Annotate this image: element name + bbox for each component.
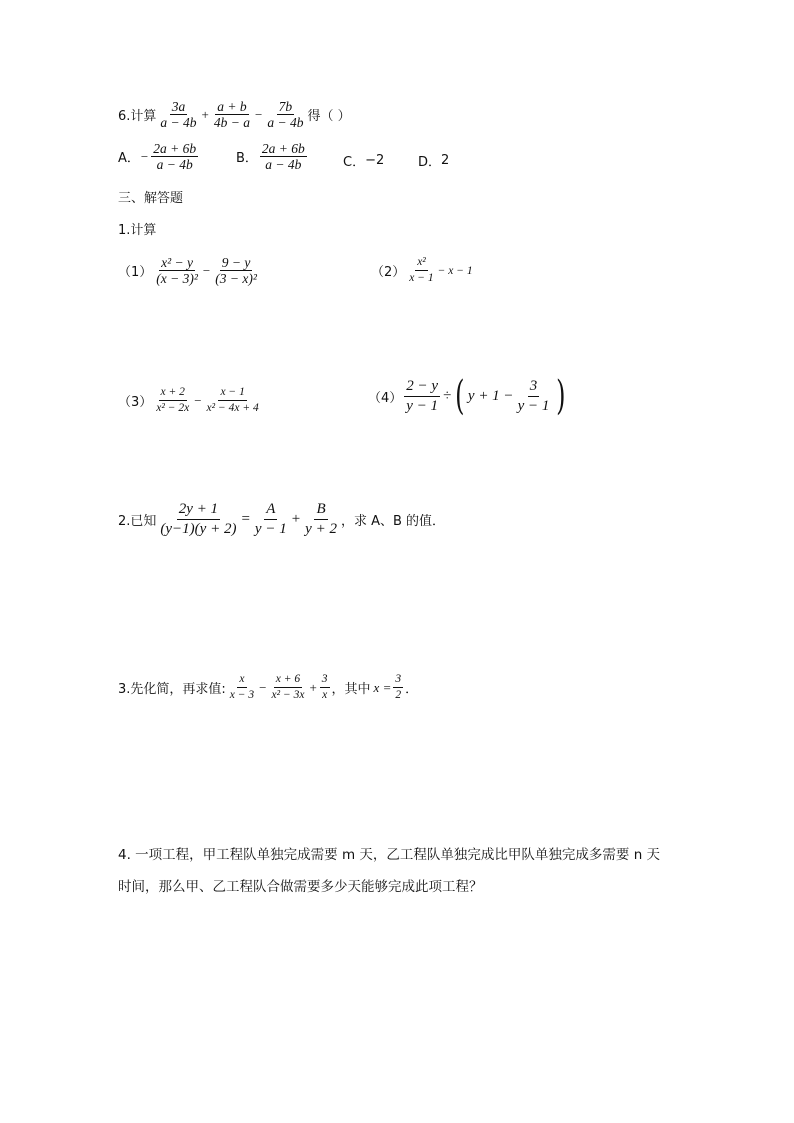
p2-lhs-frac: $\frac{2y + 1}{(y-1)(y + 2)}$ <box>160 501 237 537</box>
p3-frac-b: $\frac{x + 6}{\text{x² − 3x}}$ <box>271 673 305 701</box>
q6-option-a: A． − $\frac{2a + 6b}{a - 4b}$ <box>118 141 197 172</box>
p1-s1-frac-b: $\frac{9 - y}{\text{(3 − x)²}}$ <box>215 255 257 286</box>
p1-s3-frac-a: $\frac{x + 2}{\text{x² − 2x}}$ <box>156 386 190 414</box>
problem-1-part-1: （1） $\frac{\text{x² − y}}{\text{(x − 3)²}}$ − $\frac{9 - y}{\text{(3 − x)²}}$ <box>118 255 257 286</box>
p3-frac-a: $\frac{x}{x - 3}$ <box>229 673 255 701</box>
q6-term3: $\frac{7b}{a - 4b}$ <box>267 99 304 130</box>
p1-s3-frac-b: $\frac{x - 1}{\text{x² − 4x + 4}}$ <box>206 386 259 414</box>
problem-1-part-4: （4） $\frac{2 - y}{y - 1}$ ÷ ( y + 1 − $\frac{3}{y - 1}$ ) <box>368 373 566 419</box>
p3-value-frac: $\frac{3}{2}$ <box>395 673 402 701</box>
problem-2: 2.已知 $\frac{2y + 1}{(y-1)(y + 2)}$ = $\frac{A}{y - 1}$ + $\frac{B}{y + 2}$ ，求 A、B 的值． <box>118 501 446 537</box>
p1-s4-frac-b: $\frac{3}{y - 1}$ <box>517 377 550 414</box>
q6-option-c: C． −2 <box>343 153 385 170</box>
q6-option-a-fraction: $\frac{2a + 6b}{a - 4b}$ <box>153 141 197 172</box>
q6-term1: $\frac{3a}{a - 4b}$ <box>160 99 197 130</box>
section-3-title: 三、解答题 <box>118 191 184 206</box>
question-6: 6.计算 $\frac{3a}{a - 4b}$ + $\frac{a + b}{4b - a}$ − $\frac{7b}{a - 4b}$ 得（ ） <box>118 99 351 130</box>
q6-option-b: B． $\frac{2a + 6b}{a - 4b}$ <box>236 141 305 172</box>
problem-1-part-3: （3） $\frac{x + 2}{\text{x² − 2x}}$ − $\frac{x - 1}{\text{x² − 4x + 4}}$ <box>118 386 259 414</box>
q6-suffix: 得（ ） <box>307 109 351 124</box>
q6-term2: $\frac{a + b}{4b - a}$ <box>213 99 250 130</box>
left-paren: ( <box>455 373 465 419</box>
p2-a-frac: $\frac{A}{y - 1}$ <box>254 501 287 537</box>
problem-3: 3.先化简，再求值: $\frac{x}{x - 3}$ − $\frac{x + 6}{\text{x² − 3x}}$ + $\frac{3}{x}$ ，其中 x = $\frac{3}{2}$ ． <box>118 673 419 701</box>
q6-prefix: 6.计算 <box>118 109 157 124</box>
p2-b-frac: $\frac{B}{y + 2}$ <box>305 501 337 537</box>
p1-s4-frac-a: $\frac{2 - y}{y - 1}$ <box>406 377 439 414</box>
problem-1-part-2: （2） $\frac{\text{x²}}{x - 1}$ − x − 1 <box>371 256 473 284</box>
problem-4-line-1: 4. 一项工程，甲工程队单独完成需要 m 天，乙工程队单独完成比甲队单独完成多需要 n 天 <box>118 847 661 863</box>
q6-option-d: D． 2 <box>418 153 450 170</box>
p1-s1-frac-a: $\frac{\text{x² − y}}{\text{(x − 3)²}}$ <box>156 255 198 286</box>
right-paren: ) <box>556 373 566 419</box>
problem-4-line-2: 时间，那么甲、乙工程队合做需要多少天能够完成此项工程？ <box>118 879 483 895</box>
problem-1-title: 1.计算 <box>118 223 157 238</box>
p1-s2-frac: $\frac{\text{x²}}{x - 1}$ <box>409 256 434 284</box>
q6-option-b-fraction: $\frac{2a + 6b}{a - 4b}$ <box>261 141 305 172</box>
p3-frac-c: $\frac{3}{x}$ <box>321 673 328 701</box>
